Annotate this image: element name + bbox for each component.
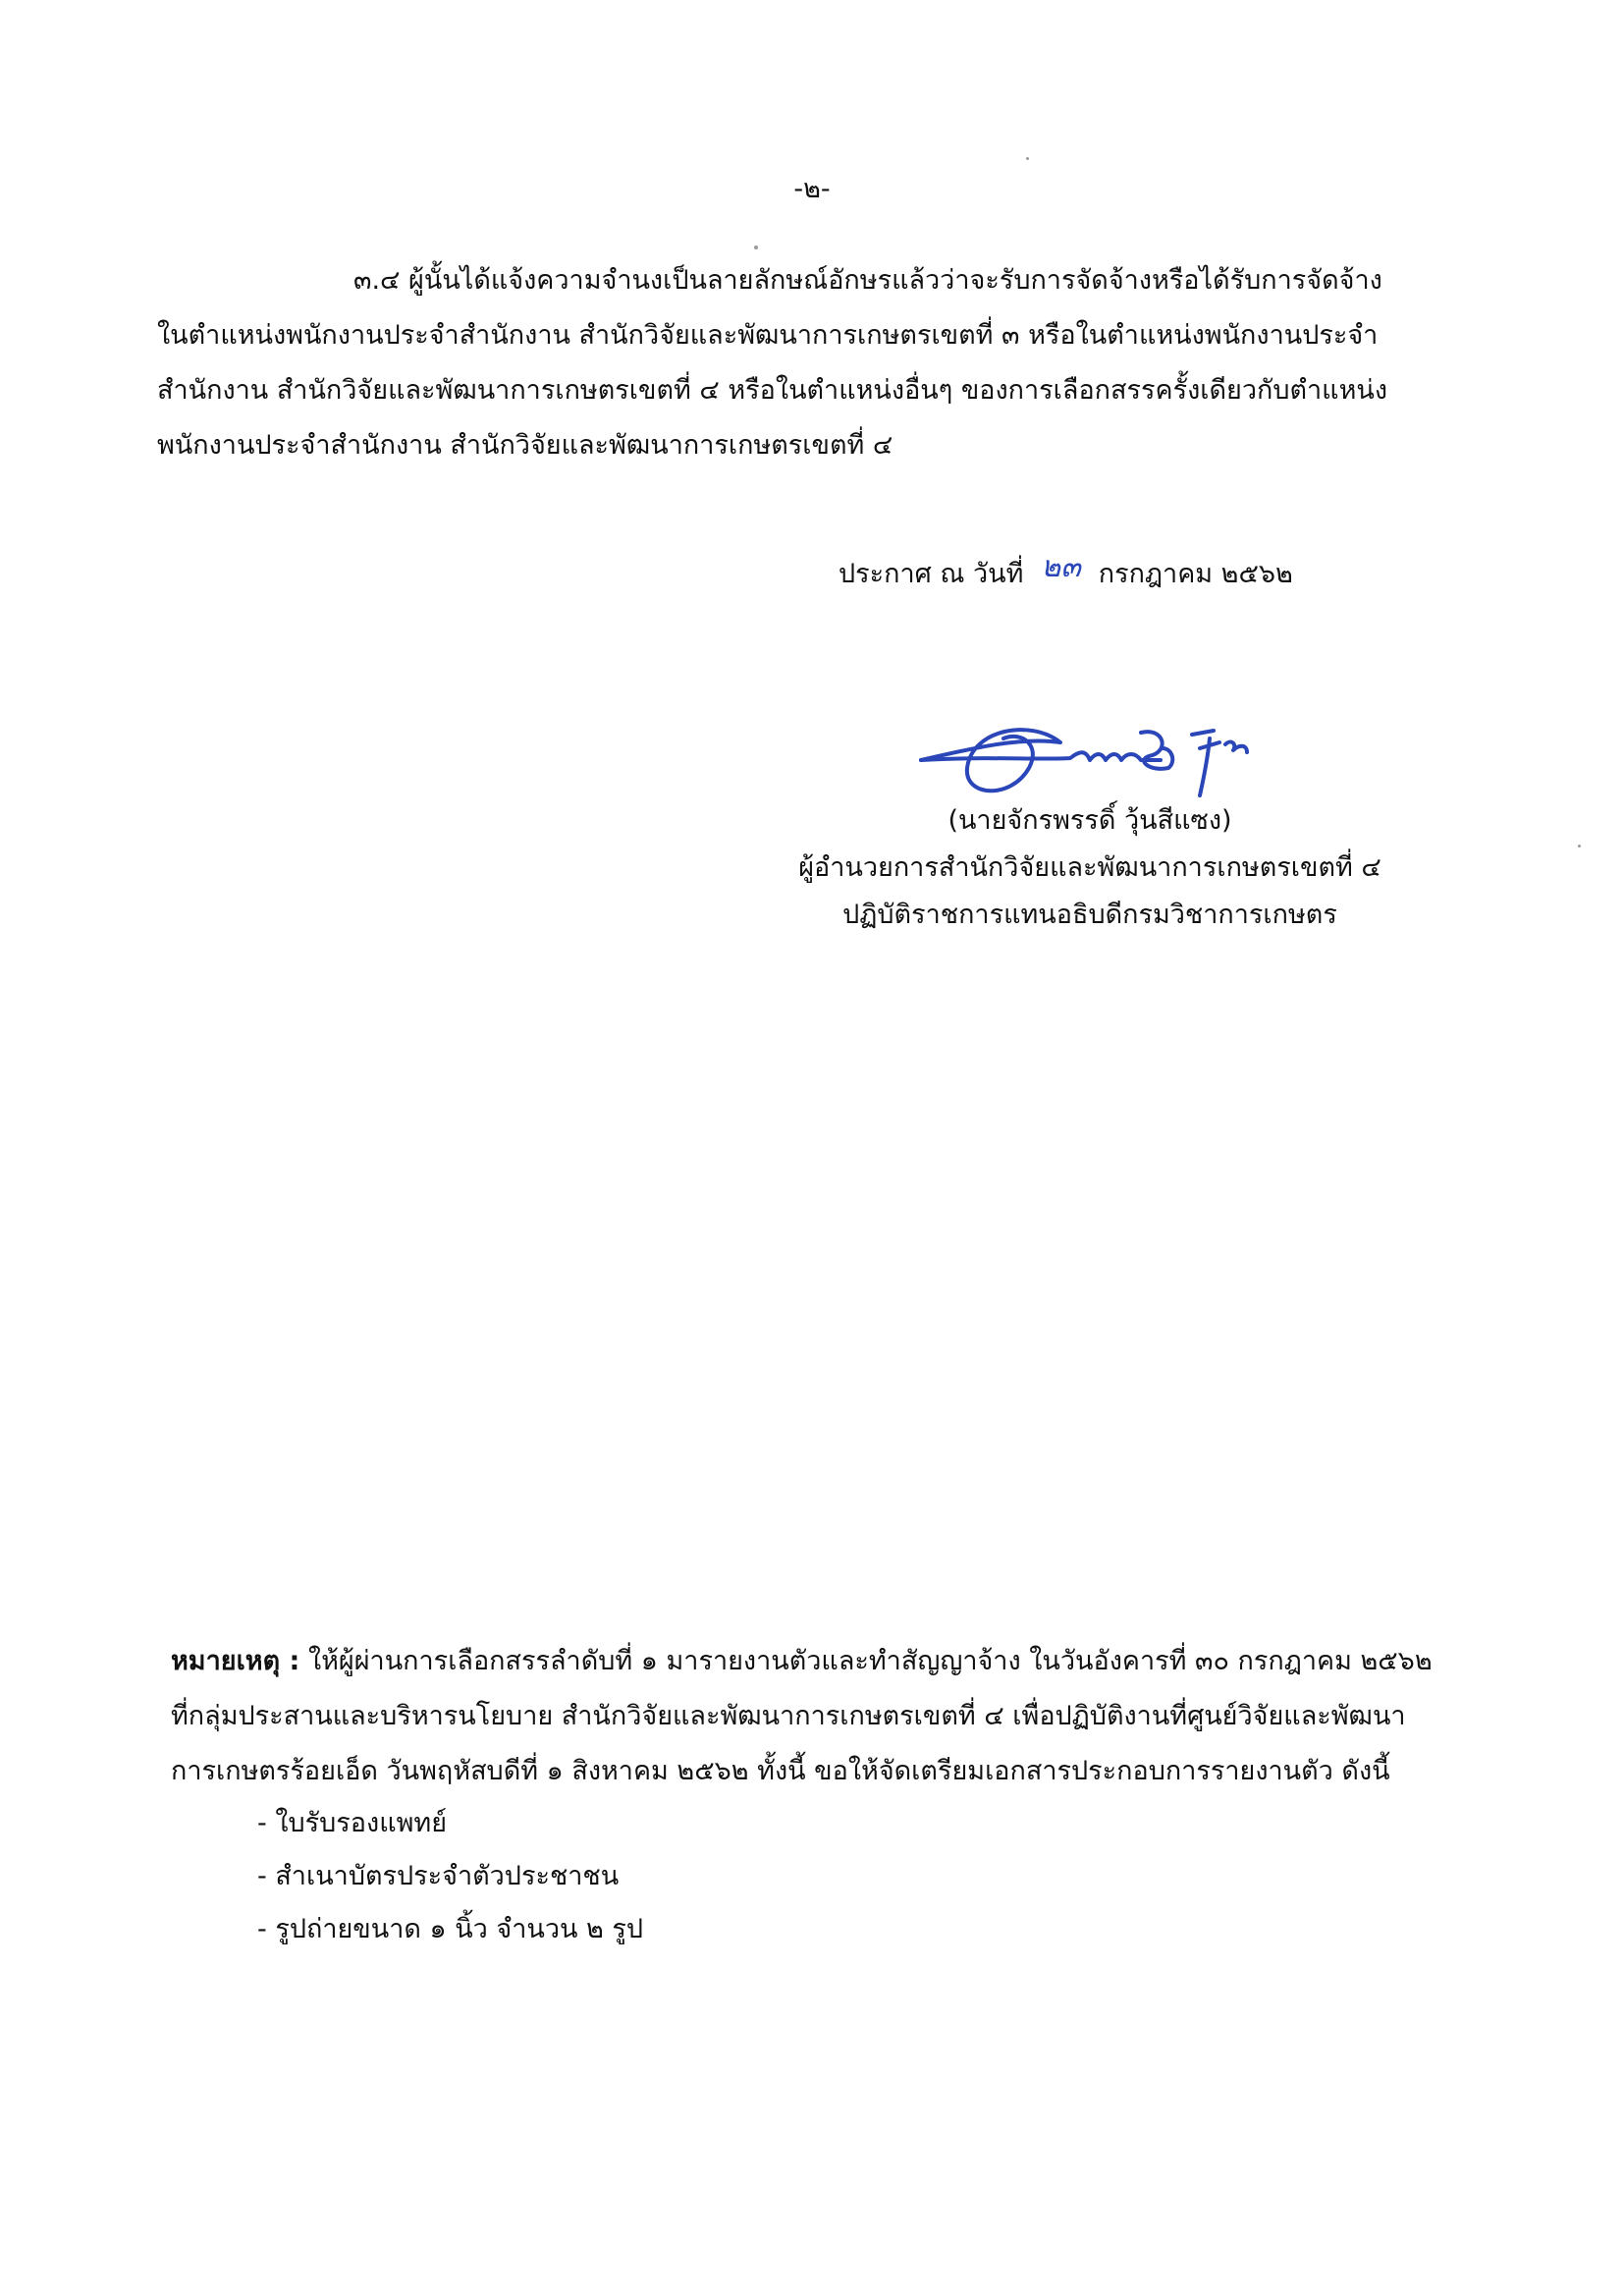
- signer-block: [746, 797, 1434, 939]
- clause-line-3: สำนักงาน สำนักวิจัยและพัฒนาการเกษตรเขตที่ ๔ หรือในตำแหน่งอื่นๆ ของการเลือกสรรครั้งเดียวกับตำแหน่ง: [157, 375, 1388, 406]
- announcement-month-year: กรกฎาคม ๒๕๖๒: [1098, 559, 1293, 589]
- announcement-prefix: ประกาศ ณ วันที่: [839, 559, 1024, 589]
- required-documents-list: [257, 1797, 643, 1956]
- clause-line-4: พนักงานประจำสำนักงาน สำนักวิจัยและพัฒนาการเกษตรเขตที่ ๔: [157, 430, 893, 461]
- announcement-day-handwritten: ๒๓: [1041, 550, 1081, 584]
- scan-speck: [1026, 157, 1029, 160]
- note-section: [171, 1634, 1477, 1799]
- note-line-3: การเกษตรร้อยเอ็ด วันพฤหัสบดีที่ ๑ สิงหาคม ๒๕๖๒ ทั้งนี้ ขอให้จัดเตรียมเอกสารประกอบการรายงานตัว ดังนี้: [171, 1756, 1390, 1786]
- note-label: หมายเหตุ :: [171, 1646, 300, 1676]
- list-item: - ใบรับรองแพทย์: [257, 1808, 448, 1838]
- note-first-text: ให้ผู้ผ่านการเลือกสรรลำดับที่ ๑ มารายงานตัวและทำสัญญาจ้าง ในวันอังคารที่ ๓๐ กรกฎาคม ๒๕๖๒: [307, 1646, 1433, 1676]
- note-first-line: [171, 1634, 1477, 1689]
- clause-3-4: [157, 253, 1473, 473]
- page-number: -๒-: [793, 174, 831, 204]
- scan-speck: [1578, 845, 1581, 847]
- signer-position: ผู้อำนวยการสำนักวิจัยและพัฒนาการเกษตรเขตที่ ๔: [798, 852, 1381, 883]
- list-item: - สำเนาบัตรประจำตัวประชาชน: [257, 1861, 620, 1891]
- signer-acting-for: ปฏิบัติราชการแทนอธิบดีกรมวิชาการเกษตร: [842, 900, 1337, 930]
- list-item: - รูปถ่ายขนาด ๑ นิ้ว จำนวน ๒ รูป: [257, 1914, 644, 1944]
- note-line-2: ที่กลุ่มประสานและบริหารนโยบาย สำนักวิจัยและพัฒนาการเกษตรเขตที่ ๔ เพื่อปฏิบัติงานที่ศูนย์วิจัยและพัฒนา: [171, 1701, 1406, 1731]
- announcement-date: [839, 550, 1293, 596]
- scan-speck: [754, 246, 758, 249]
- clause-line-1: ๓.๔ ผู้นั้นได้แจ้งความจำนงเป็นลายลักษณ์อักษรแล้วว่าจะรับการจัดจ้างหรือได้รับการจัดจ้าง: [353, 265, 1382, 296]
- clause-line-2: ในตำแหน่งพนักงานประจำสำนักงาน สำนักวิจัยและพัฒนาการเกษตรเขตที่ ๓ หรือในตำแหน่งพนักงานประจำ: [157, 320, 1379, 351]
- signer-name: (นายจักรพรรดิ์ วุ้นสีแซง): [947, 805, 1232, 836]
